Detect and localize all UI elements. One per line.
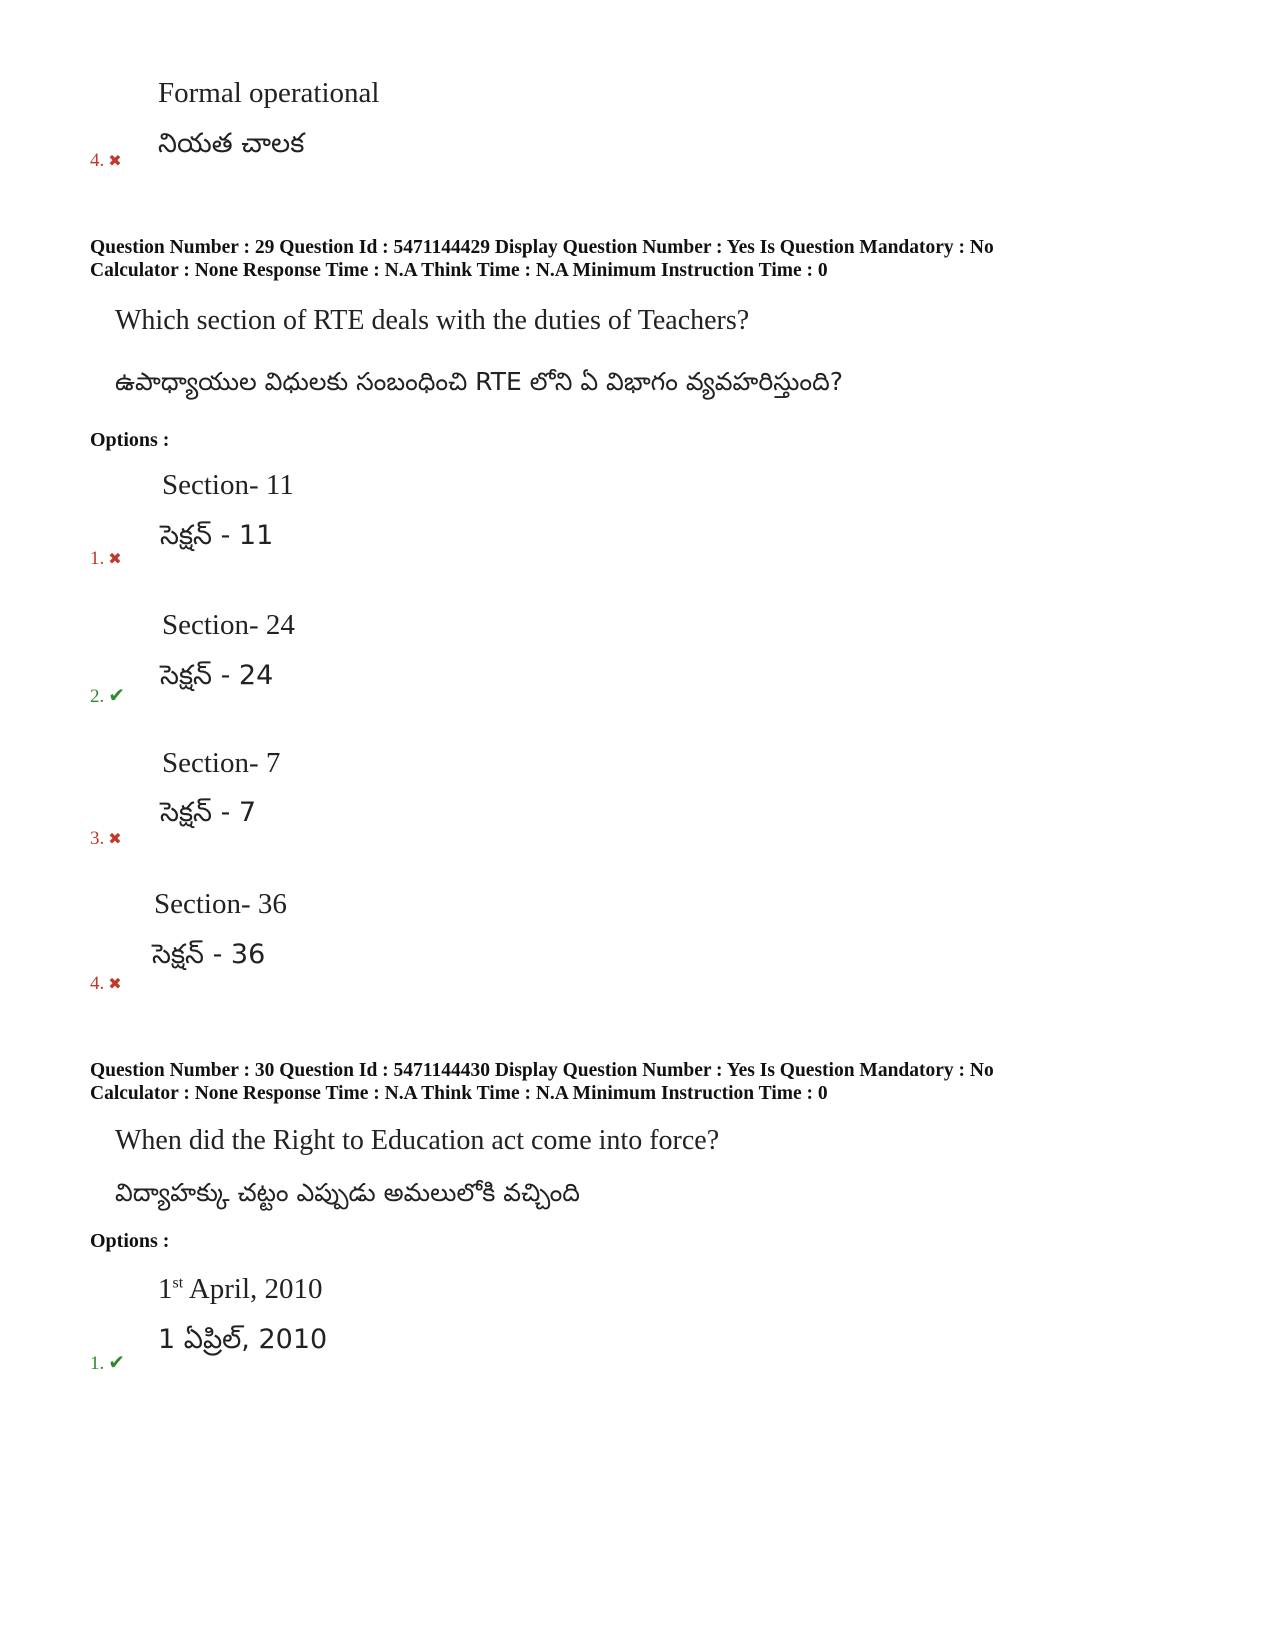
option-number: 1.	[90, 548, 105, 569]
option-text-en: Section- 7	[162, 747, 281, 779]
question-meta-line2: Calculator : None Response Time : N.A Think Time : N.A Minimum Instruction Time : 0	[90, 260, 828, 281]
option-text-te: సెక్షన్ - 24	[160, 660, 274, 691]
option-text-en: Section- 11	[162, 469, 294, 501]
question-text-en: Which section of RTE deals with the duties of Teachers?	[115, 305, 750, 336]
option-number: 2.	[90, 686, 105, 707]
question-text-en: When did the Right to Education act come into force?	[115, 1125, 720, 1156]
options-label: Options :	[90, 429, 170, 451]
option-marker	[90, 1351, 125, 1375]
checkmark-icon: ✔	[108, 1350, 126, 1374]
option-marker	[90, 973, 122, 995]
question-text-te: విద్యాహక్కు చట్టం ఎప్పుడు అమలులోకి వచ్చింది	[115, 1178, 580, 1207]
option-text-te: 1 ఏప్రిల్, 2010	[158, 1324, 328, 1355]
checkmark-icon: ✔	[108, 683, 126, 707]
option-text-en: Formal operational	[158, 77, 380, 109]
cross-icon: ✖	[108, 151, 122, 170]
cross-icon: ✖	[108, 829, 122, 848]
question-meta-line1: Question Number : 29 Question Id : 5471144429 Display Question Number : Yes Is Question Mandatory : No	[90, 237, 994, 258]
question-text-te: ఉపాధ్యాయుల విధులకు సంబంధించి RTE లోని ఏ విభాగం వ్యవహరిస్తుంది?	[115, 367, 843, 396]
option-text-en: Section- 36	[154, 888, 287, 920]
cross-icon: ✖	[108, 974, 122, 993]
question-meta-line2: Calculator : None Response Time : N.A Think Time : N.A Minimum Instruction Time : 0	[90, 1083, 828, 1104]
option-marker	[90, 150, 122, 172]
option-number: 4.	[90, 150, 105, 171]
option-number: 1.	[90, 1353, 105, 1374]
option-day: 1	[158, 1273, 173, 1305]
option-text-en	[158, 1272, 323, 1306]
option-text-te: సెక్షన్ - 36	[152, 939, 266, 970]
option-text-te: సెక్షన్ - 7	[160, 797, 257, 828]
option-marker	[90, 684, 125, 708]
cross-icon: ✖	[108, 549, 122, 568]
option-marker	[90, 548, 122, 570]
option-text-en: Section- 24	[162, 609, 295, 641]
option-number: 3.	[90, 828, 105, 849]
options-label: Options :	[90, 1230, 170, 1252]
option-text-te: నియత చాలక	[158, 128, 305, 159]
option-date-rest: April, 2010	[183, 1273, 323, 1305]
question-meta-line1: Question Number : 30 Question Id : 5471144430 Display Question Number : Yes Is Question Mandatory : No	[90, 1060, 994, 1081]
option-text-te: సెక్షన్ - 11	[160, 520, 274, 551]
option-number: 4.	[90, 973, 105, 994]
option-day-suffix: st	[172, 1274, 184, 1292]
option-marker	[90, 828, 122, 850]
